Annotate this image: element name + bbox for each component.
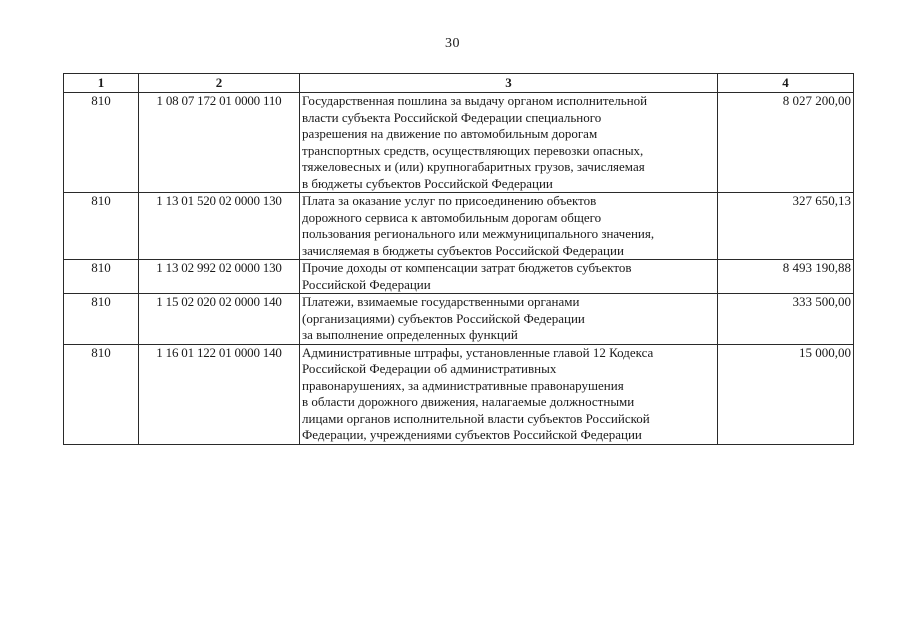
kbk-code-cell: 1 13 01 520 02 0000 130 (139, 193, 300, 260)
revenue-name-cell (300, 344, 718, 444)
revenue-name-cell (300, 93, 718, 193)
page-number: 30 (445, 36, 460, 51)
revenue-name-cell (300, 193, 718, 260)
name-line: за выполнение определенных функций (302, 327, 518, 342)
table-header-row (64, 74, 854, 93)
revenue-table (63, 73, 854, 445)
amount-cell: 8 027 200,00 (718, 93, 854, 193)
column-header-3: 3 (300, 74, 718, 93)
name-line: разрешения на движение по автомобильным дорогам (302, 126, 598, 141)
amount-cell: 333 500,00 (718, 294, 854, 345)
revenue-name-cell (300, 294, 718, 345)
amount-cell: 15 000,00 (718, 344, 854, 444)
kbk-code-cell: 1 08 07 172 01 0000 110 (139, 93, 300, 193)
name-line: транспортных средств, осуществляющих перевозки опасных, (302, 142, 644, 158)
admin-code-cell: 810 (64, 193, 139, 260)
admin-code-cell: 810 (64, 260, 139, 294)
name-line: лицами органов исполнительной власти субъектов Российской (302, 410, 650, 426)
column-header-2: 2 (139, 74, 300, 93)
name-line: Федерации, учреждениями субъектов Российской Федерации (302, 427, 642, 442)
amount-cell: 8 493 190,88 (718, 260, 854, 294)
revenue-name-cell (300, 260, 718, 294)
table-row (64, 294, 854, 345)
name-line: тяжеловесных и (или) крупногабаритных грузов, зачисляемая (302, 159, 645, 174)
name-line: в области дорожного движения, налагаемые должностными (302, 394, 635, 409)
name-line: Прочие доходы от компенсации затрат бюджетов субъектов (302, 260, 632, 275)
amount-cell: 327 650,13 (718, 193, 854, 260)
table-row (64, 93, 854, 193)
name-line: (организациями) субъектов Российской Федерации (302, 310, 585, 326)
admin-code-cell: 810 (64, 93, 139, 193)
kbk-code-cell: 1 13 02 992 02 0000 130 (139, 260, 300, 294)
name-line: Российской Федерации (302, 276, 431, 292)
kbk-code-cell: 1 16 01 122 01 0000 140 (139, 344, 300, 444)
table-row (64, 260, 854, 294)
name-line: дорожного сервиса к автомобильным дорогам общего (302, 209, 602, 225)
name-line: власти субъекта Российской Федерации специального (302, 109, 602, 125)
column-header-1: 1 (64, 74, 139, 93)
name-line: в бюджеты субъектов Российской Федерации (302, 175, 553, 191)
name-line: пользования регионального или межмуниципального значения, (302, 226, 655, 241)
name-line: Государственная пошлина за выдачу органом исполнительной (302, 93, 648, 108)
admin-code-cell: 810 (64, 344, 139, 444)
kbk-code-cell: 1 15 02 020 02 0000 140 (139, 294, 300, 345)
table-row (64, 344, 854, 444)
table-row (64, 193, 854, 260)
admin-code-cell: 810 (64, 294, 139, 345)
name-line: правонарушениях, за административные правонарушения (302, 377, 624, 393)
name-line: Российской Федерации об административных (302, 361, 557, 376)
name-line: Платежи, взимаемые государственными органами (302, 294, 580, 309)
column-header-4: 4 (718, 74, 854, 93)
name-line: зачисляемая в бюджеты субъектов Российской Федерации (302, 242, 624, 258)
name-line: Административные штрафы, установленные главой 12 Кодекса (302, 344, 654, 360)
name-line: Плата за оказание услуг по присоединению объектов (302, 193, 597, 208)
